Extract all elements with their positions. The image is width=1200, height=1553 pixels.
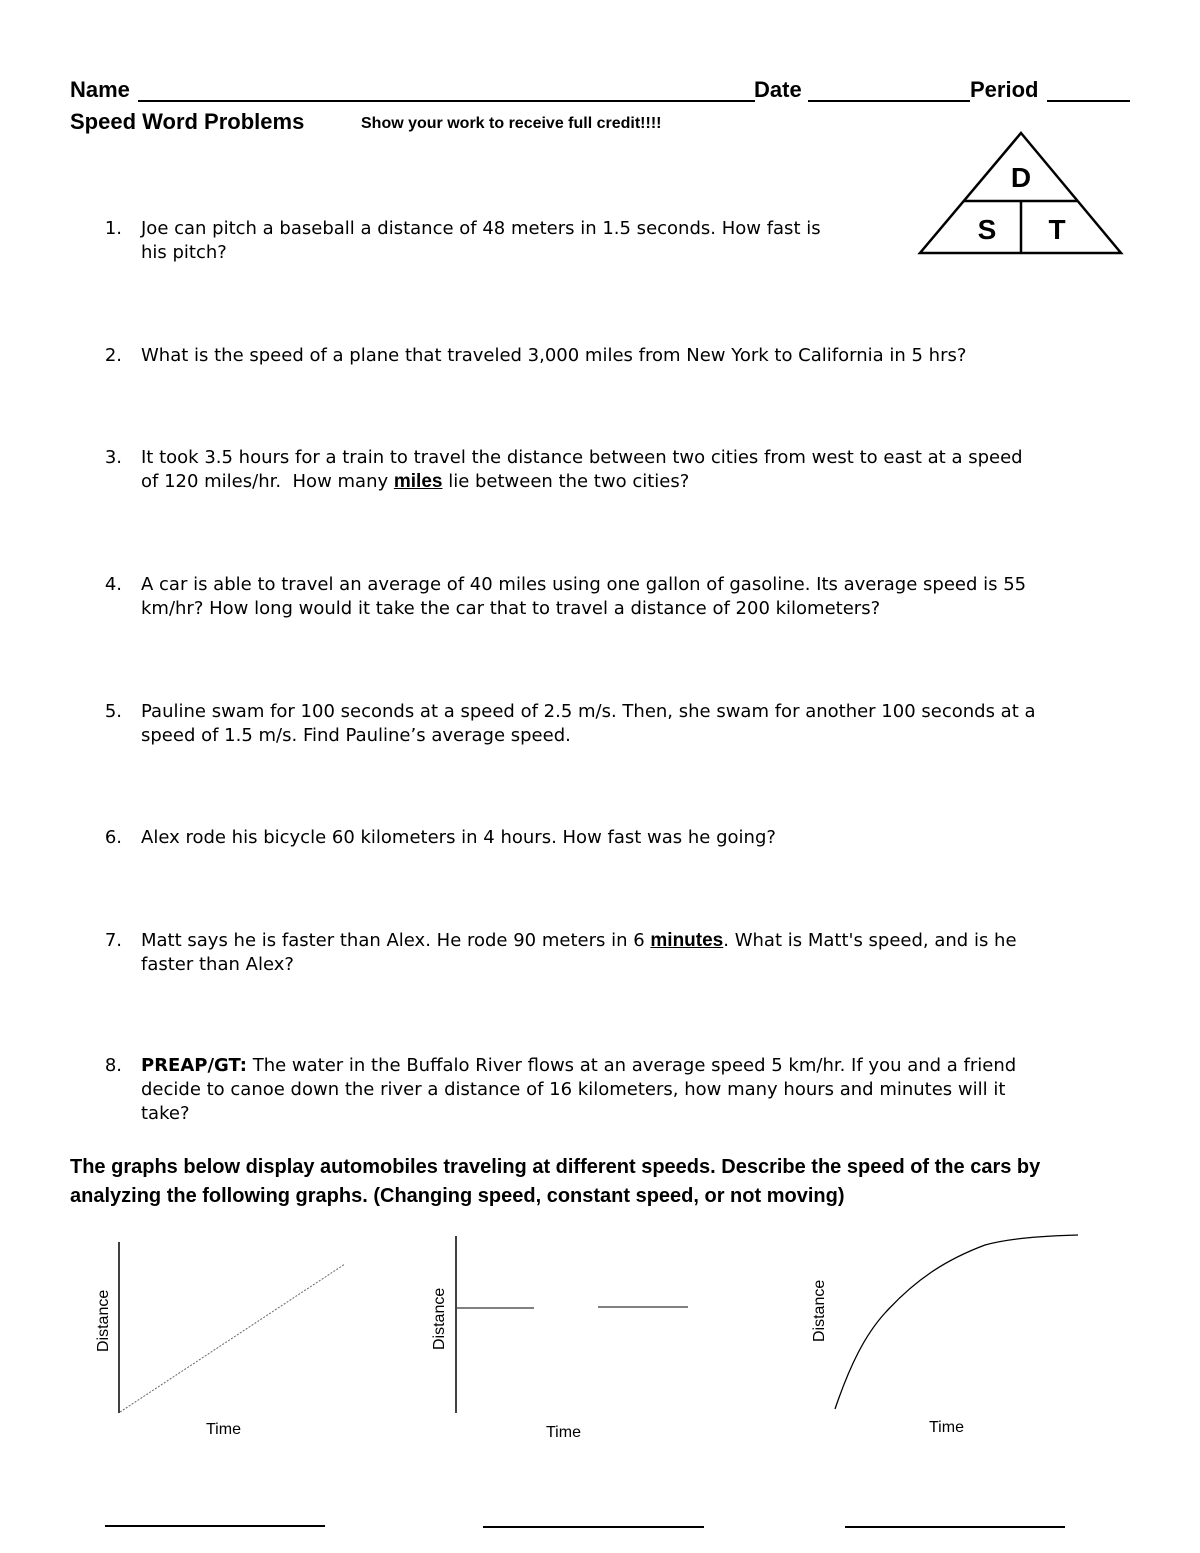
question-text-line-1: Alex rode his bicycle 60 kilometers in 4 hours. How fast was he going? — [141, 827, 776, 848]
emphasized-word-miles: miles — [393, 471, 443, 492]
name-field[interactable] — [138, 78, 755, 102]
question-number: 4. — [104, 574, 122, 595]
question-2 — [92, 344, 1192, 370]
question-text-line-1: What is the speed of a plane that traveled 3,000 miles from New York to California in 5 hrs? — [141, 345, 967, 366]
period-label: Period — [970, 77, 1039, 102]
question-text-line-1 — [141, 929, 1017, 953]
question-text-line-1: Joe can pitch a baseball a distance of 48 meters in 1.5 seconds. How fast is — [141, 218, 821, 239]
graph-3-curve — [835, 1235, 1078, 1409]
question-text-line-2: km/hr? How long would it take the car that to travel a distance of 200 kilometers? — [141, 598, 881, 619]
graph-2-not-moving — [420, 1230, 700, 1450]
graph-3-x-label: Time — [929, 1419, 964, 1436]
graphs-intro-line-2: analyzing the following graphs. (Changing speed, constant speed, or not moving) — [70, 1185, 845, 1207]
question-text-line-2: his pitch? — [141, 242, 227, 263]
emphasized-word-minutes: minutes — [650, 930, 724, 951]
question-1 — [92, 217, 1192, 267]
graph-1-constant-speed — [85, 1230, 365, 1450]
question-number: 7. — [104, 930, 122, 951]
question-number: 3. — [104, 447, 122, 468]
question-number: 6. — [104, 827, 122, 848]
question-7 — [92, 929, 1192, 979]
question-text-line-2: decide to canoe down the river a distance of 16 kilometers, how many hours and minutes will it — [141, 1079, 1006, 1100]
graph-1-answer-line[interactable] — [105, 1525, 325, 1527]
date-field[interactable] — [808, 78, 970, 102]
triangle-letter-s: S — [977, 214, 997, 245]
question-number: 2. — [104, 345, 122, 366]
question-6 — [92, 826, 1192, 852]
graph-1-y-label: Distance — [95, 1289, 112, 1352]
graph-3-y-label: Distance — [811, 1279, 828, 1342]
question-text-line-1: It took 3.5 hours for a train to travel the distance between two cities from west to east at a speed — [141, 447, 1023, 468]
graph-1-line — [120, 1264, 345, 1412]
name-label: Name — [70, 77, 130, 102]
question-text-line-2 — [141, 470, 689, 494]
triangle-letter-d: D — [1010, 162, 1032, 193]
question-3 — [92, 446, 1192, 496]
date-label: Date — [754, 77, 802, 102]
text-segment: . What is Matt's speed, and is he — [723, 930, 1017, 951]
period-field[interactable] — [1047, 78, 1130, 102]
worksheet-title: Speed Word Problems — [70, 109, 305, 134]
graph-2-x-label: Time — [546, 1424, 581, 1441]
preap-gt-label: PREAP/GT: — [141, 1055, 247, 1076]
triangle-letter-t: T — [1048, 214, 1066, 245]
text-segment: The water in the Buffalo River flows at an average speed 5 km/hr. If you and a friend — [247, 1055, 1017, 1076]
question-number: 8. — [104, 1055, 122, 1076]
text-segment: of 120 miles/hr. How many — [141, 471, 394, 492]
question-text-line-2: speed of 1.5 m/s. Find Pauline’s average speed. — [141, 725, 571, 746]
instruction-text: Show your work to receive full credit!!!! — [361, 115, 662, 132]
graph-3-answer-line[interactable] — [845, 1526, 1065, 1528]
graph-2-answer-line[interactable] — [483, 1526, 704, 1528]
graph-2-y-label: Distance — [431, 1287, 448, 1350]
question-5 — [92, 700, 1192, 750]
question-text-line-1 — [141, 1054, 1016, 1078]
question-text-line-3: take? — [141, 1103, 190, 1124]
question-text-line-1: Pauline swam for 100 seconds at a speed of 2.5 m/s. Then, she swam for another 100 seconds at a — [141, 701, 1036, 722]
question-text-line-2: faster than Alex? — [141, 954, 294, 975]
question-4 — [92, 573, 1192, 623]
question-8 — [92, 1054, 1192, 1128]
text-segment: Matt says he is faster than Alex. He rode 90 meters in 6 — [141, 930, 651, 951]
text-segment: lie between the two cities? — [442, 471, 690, 492]
question-number: 5. — [104, 701, 122, 722]
graph-1-x-label: Time — [206, 1421, 241, 1438]
graph-3-changing-speed — [795, 1225, 1095, 1450]
graphs-intro-line-1: The graphs below display automobiles traveling at different speeds. Describe the speed of the cars by — [70, 1156, 1041, 1178]
question-number: 1. — [104, 218, 122, 239]
question-text-line-1: A car is able to travel an average of 40 miles using one gallon of gasoline. Its average speed is 55 — [141, 574, 1027, 595]
